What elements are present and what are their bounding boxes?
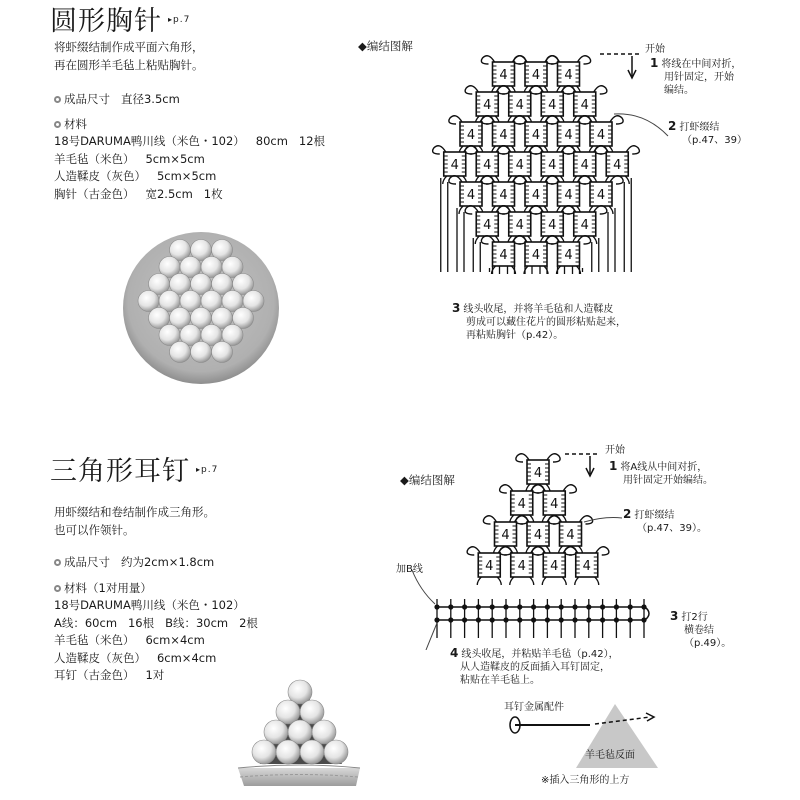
clove-hitch-dot — [434, 617, 439, 622]
brooch-description — [54, 38, 204, 74]
step-text: 打虾缀结 — [634, 510, 675, 521]
svg-text:4: 4 — [564, 128, 573, 143]
brooch-page-ref — [168, 15, 190, 25]
knot-unit — [514, 236, 558, 274]
bullet-icon — [54, 121, 61, 128]
brooch-desc-line: 将虾缀结制作成平面六角形， — [54, 40, 204, 54]
knot-unit — [532, 485, 576, 523]
clove-hitch-dot — [628, 617, 633, 622]
svg-text:4: 4 — [580, 98, 589, 113]
materials-label: 材料 — [64, 117, 87, 131]
brooch-step-3 — [452, 302, 626, 342]
svg-text:4: 4 — [499, 248, 508, 263]
brooch-step-1 — [650, 57, 741, 97]
pointer-arrow-icon: ▸ — [196, 465, 202, 474]
step-text: （p.47、39） — [682, 135, 747, 146]
knot-unit — [546, 176, 590, 214]
svg-text:4: 4 — [596, 128, 606, 143]
knot-bead — [324, 740, 348, 764]
knot-unit — [530, 146, 574, 184]
earring-desc-line: 用虾缀结和卷结制作成三角形。 — [54, 505, 215, 519]
clove-hitch-dot — [572, 617, 577, 622]
knot-unit — [465, 86, 509, 124]
material-item: 人造鞣皮（灰色） 6cm×4cm — [54, 650, 217, 665]
svg-text:4: 4 — [517, 497, 526, 512]
step-number: 2 — [668, 119, 677, 133]
knot-unit — [532, 547, 576, 585]
material-item: 18号DARUMA鸭川线（米色・102） — [54, 598, 245, 612]
svg-text:4: 4 — [531, 248, 541, 263]
svg-text:4: 4 — [499, 188, 508, 203]
material-item: 羊毛毡（米色） 6cm×4cm — [54, 633, 205, 647]
clove-hitch-dot — [586, 617, 591, 622]
earring-description — [54, 503, 215, 539]
clove-hitch-dot — [572, 604, 577, 609]
svg-text:4: 4 — [533, 528, 543, 543]
clove-hitch-dot — [448, 604, 453, 609]
svg-text:4: 4 — [499, 128, 508, 143]
step-text: （p.47、39）。 — [637, 523, 707, 534]
svg-text:4: 4 — [564, 248, 573, 263]
diamond-bullet-icon: ◆ — [400, 473, 409, 487]
insert-note: ※插入三角形的上方 — [541, 775, 630, 786]
svg-text:4: 4 — [564, 68, 573, 83]
svg-text:4: 4 — [531, 188, 541, 203]
step-text: 编结。 — [664, 85, 694, 96]
knot-unit — [498, 206, 542, 244]
knot-bead — [252, 740, 276, 764]
clove-hitch-dot — [586, 604, 591, 609]
svg-text:4: 4 — [517, 559, 526, 574]
step-number: 4 — [450, 646, 459, 660]
svg-text:4: 4 — [531, 68, 541, 83]
step-text: 用针固定开始编结。 — [623, 475, 713, 486]
knot-unit — [481, 236, 525, 274]
earring-step-1 — [609, 460, 713, 487]
clove-hitch-dot — [462, 617, 467, 622]
knot-unit — [565, 547, 609, 585]
bullet-icon — [54, 585, 61, 592]
brooch-desc-line: 再在圆形羊毛毡上粘贴胸针。 — [54, 58, 204, 72]
earring-step-4 — [450, 647, 619, 687]
earring-start-label: 开始 — [605, 445, 625, 456]
svg-text:4: 4 — [483, 218, 492, 233]
svg-text:4: 4 — [548, 98, 557, 113]
step-number: 3 — [670, 609, 679, 623]
earring-page-ref — [196, 465, 218, 475]
clove-hitch-dot — [448, 617, 453, 622]
clove-hitch-dot — [545, 617, 550, 622]
step-text: 再粘贴胸针（p.42）。 — [466, 330, 564, 341]
size-value: 直径3.5cm — [120, 92, 180, 106]
clove-hitch-dot — [476, 617, 481, 622]
pointer-arrow-icon: ▸ — [168, 15, 174, 24]
step-text: 从人造鞣皮的反面插入耳钉固定， — [460, 662, 610, 673]
knot-unit — [514, 56, 558, 94]
step-text: 将A线从中间对折， — [620, 462, 708, 473]
clove-hitch-dot — [559, 604, 564, 609]
svg-text:4: 4 — [483, 98, 492, 113]
svg-text:4: 4 — [564, 188, 573, 203]
earring-size — [54, 553, 214, 571]
brooch-photo — [118, 228, 284, 388]
step-number: 1 — [650, 56, 659, 70]
clove-hitch-dot — [434, 604, 439, 609]
knot-unit — [465, 206, 509, 244]
clove-hitch-dot — [641, 617, 646, 622]
step-text: （p.49）。 — [684, 638, 732, 649]
svg-text:4: 4 — [501, 528, 510, 543]
svg-text:4: 4 — [548, 158, 557, 173]
step-text: 线头收尾，并粘贴羊毛毡（p.42）， — [461, 649, 619, 660]
brooch-page-ref-text: p.7 — [173, 15, 191, 25]
material-item: 18号DARUMA鸭川线（米色・102） 80cm 12根 — [54, 134, 326, 148]
svg-text:4: 4 — [515, 98, 524, 113]
bullet-icon — [54, 559, 61, 566]
knot-unit — [498, 146, 542, 184]
svg-text:4: 4 — [566, 528, 575, 543]
clove-hitch-dot — [503, 604, 508, 609]
bullet-icon — [54, 96, 61, 103]
knot-unit — [516, 516, 560, 554]
knot-unit — [530, 206, 574, 244]
knot-bead — [170, 342, 191, 363]
knot-unit — [467, 547, 511, 585]
clove-hitch-dot — [462, 604, 467, 609]
knot-unit — [481, 116, 525, 154]
earring-hardware-label: 耳钉金属配件 — [504, 702, 564, 713]
svg-text:4: 4 — [499, 68, 508, 83]
svg-text:4: 4 — [596, 188, 606, 203]
clove-hitch-dot — [531, 617, 536, 622]
knot-bead — [212, 342, 233, 363]
step-text: 打2行 — [681, 612, 708, 623]
svg-text:4: 4 — [466, 128, 476, 143]
clove-hitch-dot — [517, 617, 522, 622]
step-text: 横卷结 — [684, 625, 714, 636]
brooch-materials — [54, 115, 325, 203]
brooch-start-label: 开始 — [645, 44, 665, 55]
material-item: 人造鞣皮（灰色） 5cm×5cm — [54, 169, 217, 183]
knot-unit — [514, 116, 558, 154]
earring-step-3 — [670, 610, 731, 650]
knot-unit — [449, 116, 493, 154]
knot-unit — [579, 176, 623, 214]
brooch-title — [50, 8, 190, 35]
brooch-size — [54, 90, 180, 108]
step-text: 线头收尾，并将羊毛毡和人造鞣皮 — [463, 304, 614, 315]
knot-unit — [465, 146, 509, 184]
knot-unit — [483, 516, 527, 554]
step-number: 3 — [452, 301, 461, 315]
size-value: 约为2cm×1.8cm — [120, 555, 215, 569]
step-text: 将线在中间对折， — [661, 59, 742, 70]
brooch-step-2 — [668, 120, 747, 147]
material-item: 胸针（古金色） 宽2.5cm 1枚 — [54, 186, 223, 201]
knot-unit — [500, 485, 544, 523]
step-text: 用针固定，开始 — [664, 72, 734, 83]
clove-hitch-dot — [600, 604, 605, 609]
earring-page-ref-text: p.7 — [201, 465, 219, 475]
knot-unit — [563, 206, 607, 244]
earring-desc-line: 也可以作领针。 — [54, 523, 135, 537]
clove-hitch-dot — [531, 604, 536, 609]
knot-unit — [579, 116, 623, 154]
svg-text:4: 4 — [613, 158, 622, 173]
svg-text:4: 4 — [466, 188, 476, 203]
material-item: 羊毛毡（米色） 5cm×5cm — [54, 151, 205, 166]
svg-text:4: 4 — [550, 559, 559, 574]
knot-unit — [500, 547, 544, 585]
clove-hitch-dot — [600, 617, 605, 622]
earring-materials — [54, 579, 258, 685]
brooch-title-text: 圆形胸针 — [50, 6, 162, 37]
materials-label: 材料（1对用量） — [64, 581, 152, 595]
clove-hitch-dot — [614, 617, 619, 622]
svg-text:4: 4 — [515, 158, 524, 173]
svg-text:4: 4 — [485, 559, 494, 574]
diamond-bullet-icon: ◆ — [358, 39, 367, 53]
svg-text:4: 4 — [548, 218, 557, 233]
step-text: 剪成可以藏住花片的圆形粘贴起来， — [466, 317, 626, 328]
size-label: 成品尺寸 — [64, 555, 110, 569]
knot-unit — [563, 146, 607, 184]
knot-bead — [191, 342, 212, 363]
svg-text:4: 4 — [450, 158, 459, 173]
knot-bead — [300, 740, 324, 764]
knot-unit — [546, 236, 590, 274]
knot-unit — [481, 176, 525, 214]
step-number: 1 — [609, 459, 618, 473]
earring-title-text: 三角形耳钉 — [50, 456, 190, 487]
knot-unit — [481, 56, 525, 94]
svg-text:4: 4 — [580, 158, 589, 173]
material-item: A线：60cm 16根 B线：30cm 2根 — [54, 615, 258, 630]
clove-hitch-dot — [545, 604, 550, 609]
svg-text:4: 4 — [515, 218, 524, 233]
knot-unit — [514, 176, 558, 214]
earring-step-2 — [623, 508, 707, 535]
clove-hitch-dot — [559, 617, 564, 622]
svg-text:4: 4 — [483, 158, 492, 173]
step-number: 2 — [623, 507, 632, 521]
clove-hitch-dot — [490, 617, 495, 622]
earring-title — [50, 458, 218, 485]
svg-text:4: 4 — [582, 559, 591, 574]
knot-unit — [498, 86, 542, 124]
material-item: 耳钉（古金色） 1对 — [54, 668, 165, 682]
knot-unit — [546, 116, 590, 154]
diagram-heading-text: 编结图解 — [408, 473, 455, 487]
clove-hitch-dot — [628, 604, 633, 609]
knot-unit — [516, 454, 560, 492]
diagram-heading-text: 编结图解 — [366, 39, 413, 53]
size-label: 成品尺寸 — [64, 92, 110, 106]
clove-hitch-dot — [614, 604, 619, 609]
clove-hitch-dot — [641, 604, 646, 609]
knot-unit — [530, 86, 574, 124]
clove-hitch-dot — [476, 604, 481, 609]
step-text: 粘贴在羊毛毡上。 — [460, 675, 540, 686]
felt-back-label: 羊毛毡反面 — [585, 750, 635, 761]
clove-hitch-dot — [490, 604, 495, 609]
clove-hitch-dot — [517, 604, 522, 609]
hexagon-knot-diagram — [400, 40, 680, 300]
svg-text:4: 4 — [533, 466, 543, 481]
earring-photo — [230, 670, 370, 790]
svg-text:4: 4 — [550, 497, 559, 512]
add-b-thread-label: 加B线 — [396, 564, 423, 575]
svg-text:4: 4 — [531, 128, 541, 143]
knot-bead — [276, 740, 300, 764]
knot-unit — [449, 176, 493, 214]
knot-unit — [433, 146, 477, 184]
knot-unit — [595, 146, 639, 184]
svg-text:4: 4 — [580, 218, 589, 233]
knot-unit — [563, 86, 607, 124]
step-text: 打虾缀结 — [679, 122, 720, 133]
knot-unit — [546, 56, 590, 94]
clove-hitch-dot — [503, 617, 508, 622]
